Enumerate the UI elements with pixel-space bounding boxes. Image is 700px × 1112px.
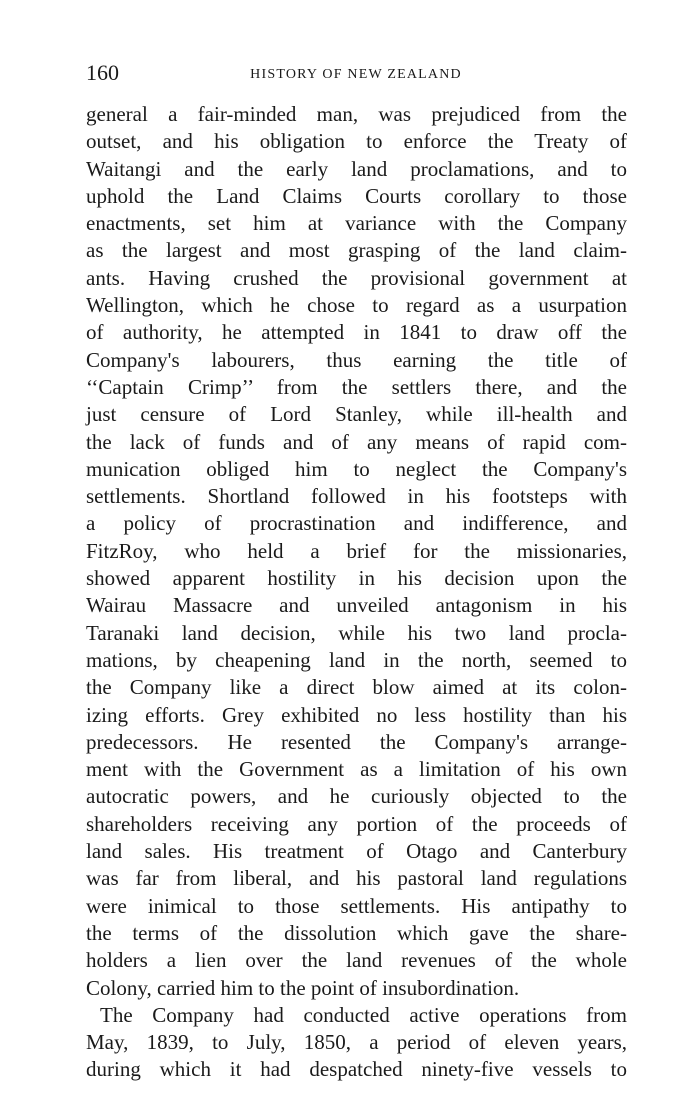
text-line: Company's labourers, thus earning the title of [86,347,627,372]
text-line: ants. Having crushed the provisional government at [86,265,627,290]
text-line: Wellington, which he chose to regard as a usurpation [86,293,627,318]
text-line: munication obliged him to neglect the Company's [86,456,627,481]
running-title: HISTORY OF NEW ZEALAND [250,67,462,82]
text-line: izing efforts. Grey exhibited no less hostility than his [86,702,627,727]
text-line: May, 1839, to July, 1850, a period of eleven years, [86,1030,627,1055]
text-line: the Company like a direct blow aimed at its colon- [86,675,627,700]
text-line: predecessors. He resented the Company's arrange- [86,729,627,754]
text-line: uphold the Land Claims Courts corollary to those [86,183,627,208]
paragraph [86,1002,627,1084]
text-line: Taranaki land decision, while his two land procla- [86,620,627,645]
text-line: mations, by cheapening land in the north, seemed to [86,647,627,672]
text-line: showed apparent hostility in his decision upon the [86,566,627,591]
text-line: the terms of the dissolution which gave the share- [86,920,627,945]
body-text [86,101,627,1084]
text-line: were inimical to those settlements. His antipathy to [86,893,627,918]
text-line: was far from liberal, and his pastoral land regulations [86,866,627,891]
text-line: of authority, he attempted in 1841 to draw off the [86,320,627,345]
text-line: outset, and his obligation to enforce the Treaty of [86,129,627,154]
text-line: autocratic powers, and he curiously objected to the [86,784,627,809]
text-line: general a fair-minded man, was prejudiced from the [86,102,627,126]
text-line: The Company had conducted active operations from [100,1002,627,1027]
text-line: as the largest and most grasping of the land claim- [86,238,627,263]
text-line: ment with the Government as a limitation of his own [86,757,627,782]
text-line: just censure of Lord Stanley, while ill-health and [86,402,627,427]
text-line: during which it had despatched ninety-five vessels to [86,1057,627,1082]
text-line: enactments, set him at variance with the Company [86,211,627,236]
text-line: holders a lien over the land revenues of the whole [86,948,627,973]
page-number: 160 [86,60,119,85]
text-line: Waitangi and the early land proclamations, and to [86,156,627,181]
text-line: ‘‘Captain Crimp’’ from the settlers there, and the [86,374,627,399]
text-line: land sales. His treatment of Otago and Canterbury [86,839,627,864]
text-line: shareholders receiving any portion of the proceeds of [86,811,627,836]
paragraph [86,101,627,1002]
text-line: a policy of procrastination and indifference, and [86,511,627,536]
text-line: FitzRoy, who held a brief for the missionaries, [86,538,627,563]
running-head [86,58,626,88]
text-line: settlements. Shortland followed in his footsteps with [86,484,627,509]
text-line: Wairau Massacre and unveiled antagonism in his [86,593,627,618]
text-line: Colony, carried him to the point of insubordination. [86,975,520,1000]
text-line: the lack of funds and of any means of rapid com- [86,429,627,454]
